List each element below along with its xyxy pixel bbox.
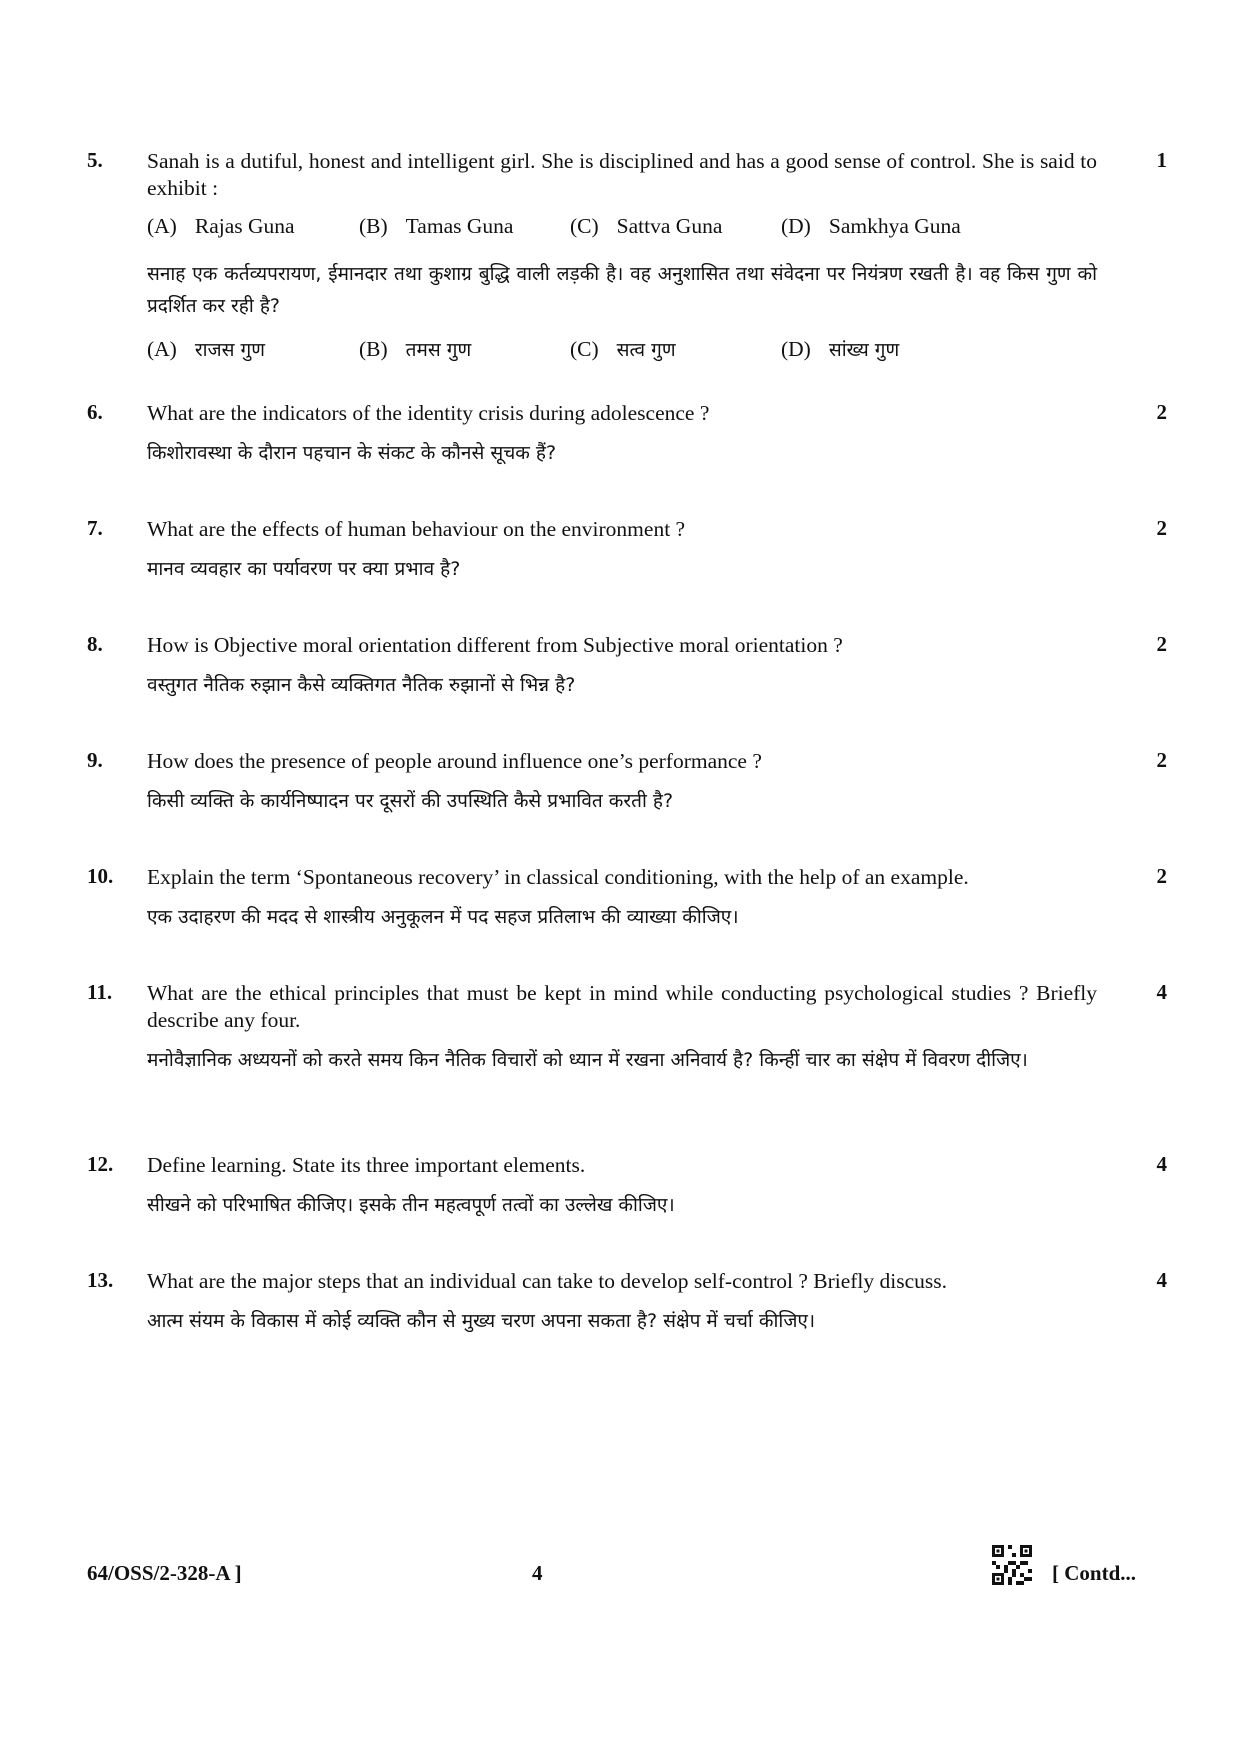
question-text-hi: मानव व्यवहार का पर्यावरण पर क्या प्रभाव है? bbox=[147, 558, 461, 580]
question-text-hi: आत्म संयम के विकास में कोई व्यक्ति कौन से मुख्य चरण अपना सकता है? संक्षेप में चर्चा कीजिए। bbox=[147, 1310, 816, 1332]
question-marks: 4 bbox=[1156, 1268, 1167, 1292]
question-marks: 4 bbox=[1156, 1152, 1167, 1176]
question-body bbox=[147, 864, 1097, 933]
question-text-hi: किसी व्यक्ति के कार्यनिष्पादन पर दूसरों की उपस्थिति कैसे प्रभावित करती है? bbox=[147, 790, 674, 812]
option-c-hi: (C) सत्व गुण bbox=[570, 337, 676, 361]
question-number: 8. bbox=[87, 632, 103, 656]
question-text-en: Define learning. State its three important elements. bbox=[147, 1153, 586, 1177]
question-body bbox=[147, 148, 1097, 370]
question-text-hi: मनोवैज्ञानिक अध्ययनों को करते समय किन नैतिक विचारों को ध्यान में रखना अनिवार्य है? किन्हीं चार का संक्षेप में विवरण दीजिए। bbox=[147, 1049, 1028, 1071]
question-number: 6. bbox=[87, 400, 103, 424]
question-number: 10. bbox=[87, 864, 114, 888]
question-marks: 2 bbox=[1156, 748, 1167, 772]
question-marks: 2 bbox=[1156, 516, 1167, 540]
question-text-en: What are the indicators of the identity crisis during adolescence ? bbox=[147, 401, 710, 425]
question-text-en: What are the ethical principles that must be kept in mind while conducting psychological studies ? Briefly describe any four. bbox=[147, 981, 1097, 1032]
question-text-en: Explain the term ‘Spontaneous recovery’ in classical conditioning, with the help of an example. bbox=[147, 865, 969, 889]
option-a: (A) Rajas Guna bbox=[147, 214, 295, 238]
option-c: (C) Sattva Guna bbox=[570, 214, 723, 238]
paper-code: 64/OSS/2-328-A ] bbox=[87, 1561, 242, 1585]
question-text-en: What are the major steps that an individual can take to develop self-control ? Briefly discuss. bbox=[147, 1269, 948, 1293]
question-marks: 2 bbox=[1156, 400, 1167, 424]
question-number: 5. bbox=[87, 148, 103, 172]
question-text-en: What are the effects of human behaviour on the environment ? bbox=[147, 517, 686, 541]
question-text-hi: किशोरावस्था के दौरान पहचान के संकट के कौनसे सूचक हैं? bbox=[147, 442, 557, 464]
option-b: (B) Tamas Guna bbox=[359, 214, 514, 238]
question-text-hi: सनाह एक कर्तव्यपरायण, ईमानदार तथा कुशाग्र बुद्धि वाली लड़की है। वह अनुशासित तथा संवेदना पर नियंत्रण रखती है। वह किस गुण को प्रदर्शित कर रही है? bbox=[147, 263, 1097, 317]
question-body bbox=[147, 1152, 1097, 1221]
question-number: 13. bbox=[87, 1268, 114, 1292]
question-body bbox=[147, 632, 1097, 701]
question-marks: 2 bbox=[1156, 632, 1167, 656]
question-marks: 2 bbox=[1156, 864, 1167, 888]
page-number: 4 bbox=[532, 1561, 543, 1585]
question-marks: 4 bbox=[1156, 980, 1167, 1004]
question-number: 9. bbox=[87, 748, 103, 772]
question-text-en: Sanah is a dutiful, honest and intelligent girl. She is disciplined and has a good sense of control. She is said to exhibit : bbox=[147, 149, 1097, 200]
question-number: 12. bbox=[87, 1152, 114, 1176]
question-body bbox=[147, 980, 1097, 1076]
question-body bbox=[147, 748, 1097, 817]
question-body bbox=[147, 1268, 1097, 1337]
option-b-hi: (B) तमस गुण bbox=[359, 337, 472, 361]
qr-code-icon bbox=[992, 1545, 1032, 1585]
option-d-hi: (D) सांख्य गुण bbox=[781, 337, 900, 361]
continued-label: [ Contd... bbox=[1052, 1561, 1137, 1585]
option-d: (D) Samkhya Guna bbox=[781, 214, 961, 238]
options-hi bbox=[147, 336, 1097, 370]
question-number: 7. bbox=[87, 516, 103, 540]
option-a-hi: (A) राजस गुण bbox=[147, 337, 265, 361]
question-body bbox=[147, 400, 1097, 469]
question-text-hi: सीखने को परिभाषित कीजिए। इसके तीन महत्वपूर्ण तत्वों का उल्लेख कीजिए। bbox=[147, 1194, 675, 1216]
question-number: 11. bbox=[87, 980, 113, 1004]
question-text-hi: एक उदाहरण की मदद से शास्त्रीय अनुकूलन में पद सहज प्रतिलाभ की व्याख्या कीजिए। bbox=[147, 906, 739, 928]
question-marks: 1 bbox=[1156, 148, 1167, 172]
question-body bbox=[147, 516, 1097, 585]
question-text-hi: वस्तुगत नैतिक रुझान कैसे व्यक्तिगत नैतिक रुझानों से भिन्न है? bbox=[147, 674, 576, 696]
question-text-en: How does the presence of people around influence one’s performance ? bbox=[147, 749, 762, 773]
question-text-en: How is Objective moral orientation different from Subjective moral orientation ? bbox=[147, 633, 843, 657]
options-en bbox=[147, 214, 1097, 248]
